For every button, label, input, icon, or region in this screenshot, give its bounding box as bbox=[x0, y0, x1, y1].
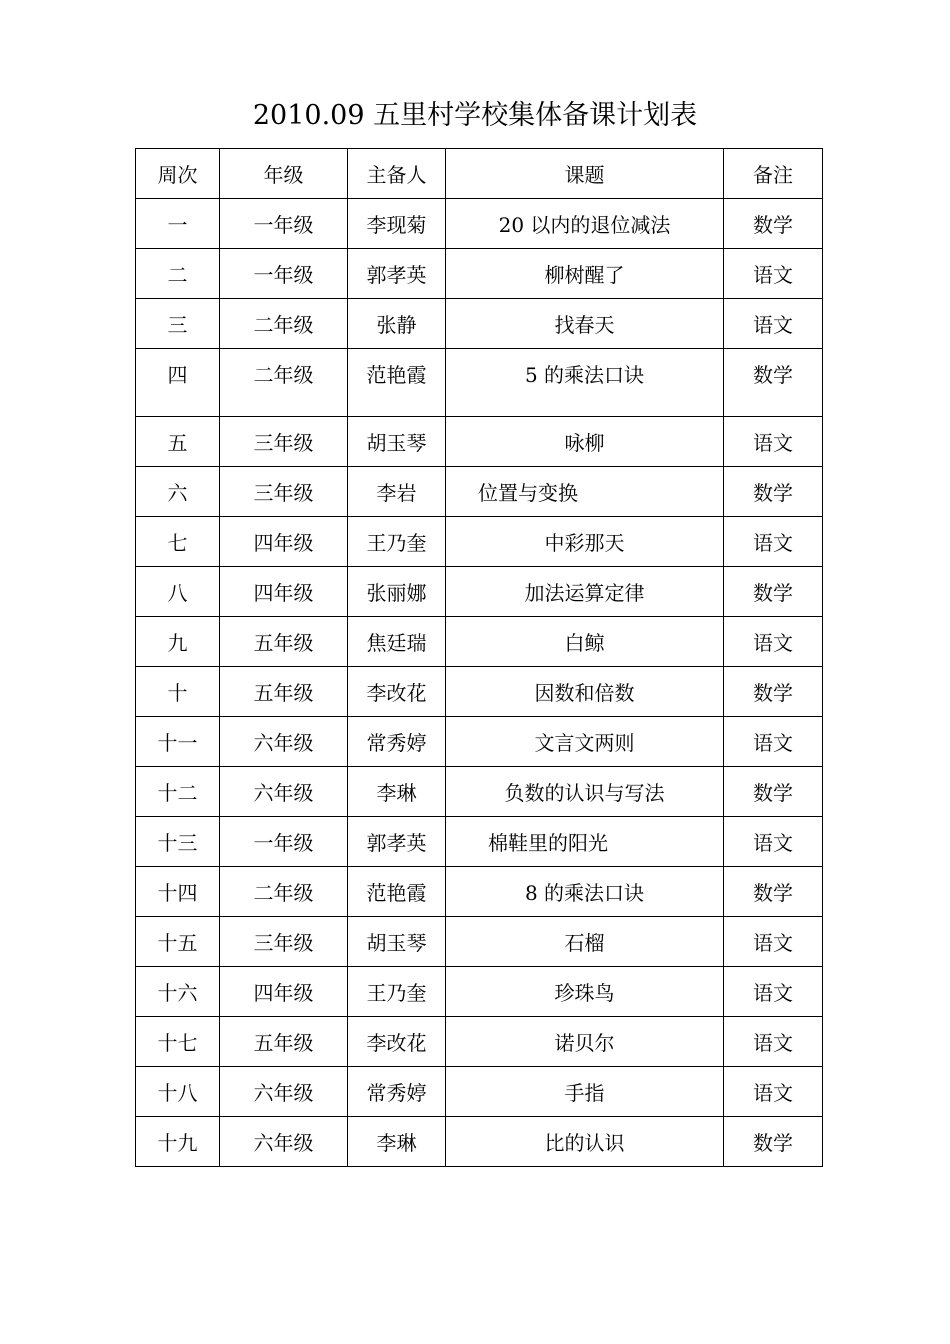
topic-cell: 石榴 bbox=[446, 917, 724, 967]
grade-cell: 四年级 bbox=[220, 967, 348, 1017]
note-cell: 语文 bbox=[724, 299, 823, 349]
header-grade: 年级 bbox=[220, 149, 348, 199]
table-row bbox=[136, 867, 823, 917]
week-cell: 二 bbox=[136, 249, 220, 299]
topic-cell: 找春天 bbox=[446, 299, 724, 349]
grade-cell: 二年级 bbox=[220, 867, 348, 917]
teacher-cell: 李现菊 bbox=[348, 199, 446, 249]
table-row bbox=[136, 717, 823, 767]
grade-cell: 四年级 bbox=[220, 517, 348, 567]
topic-cell: 负数的认识与写法 bbox=[446, 767, 724, 817]
table-row bbox=[136, 917, 823, 967]
topic-cell: 因数和倍数 bbox=[446, 667, 724, 717]
topic-cell: 比的认识 bbox=[446, 1117, 724, 1167]
note-cell: 语文 bbox=[724, 617, 823, 667]
topic-cell: 柳树醒了 bbox=[446, 249, 724, 299]
grade-cell: 六年级 bbox=[220, 717, 348, 767]
topic-cell: 白鲸 bbox=[446, 617, 724, 667]
topic-cell: 文言文两则 bbox=[446, 717, 724, 767]
teacher-cell: 常秀婷 bbox=[348, 1067, 446, 1117]
week-cell: 八 bbox=[136, 567, 220, 617]
teacher-cell: 胡玉琴 bbox=[348, 917, 446, 967]
table-row bbox=[136, 199, 823, 249]
table-row bbox=[136, 567, 823, 617]
topic-cell: 中彩那天 bbox=[446, 517, 724, 567]
table-row bbox=[136, 417, 823, 467]
note-cell: 数学 bbox=[724, 567, 823, 617]
note-cell: 语文 bbox=[724, 1067, 823, 1117]
grade-cell: 五年级 bbox=[220, 667, 348, 717]
week-cell: 十六 bbox=[136, 967, 220, 1017]
teacher-cell: 常秀婷 bbox=[348, 717, 446, 767]
teacher-cell: 范艳霞 bbox=[348, 867, 446, 917]
teacher-cell: 李岩 bbox=[348, 467, 446, 517]
week-cell: 四 bbox=[136, 349, 220, 417]
teacher-cell: 李改花 bbox=[348, 1017, 446, 1067]
table-row bbox=[136, 817, 823, 867]
week-cell: 十 bbox=[136, 667, 220, 717]
table-row bbox=[136, 967, 823, 1017]
teacher-cell: 郭孝英 bbox=[348, 249, 446, 299]
note-cell: 数学 bbox=[724, 467, 823, 517]
week-cell: 三 bbox=[136, 299, 220, 349]
week-cell: 六 bbox=[136, 467, 220, 517]
table-row bbox=[136, 767, 823, 817]
grade-cell: 五年级 bbox=[220, 1017, 348, 1067]
topic-cell: 手指 bbox=[446, 1067, 724, 1117]
table-row bbox=[136, 299, 823, 349]
lesson-plan-table bbox=[135, 148, 823, 1167]
note-cell: 数学 bbox=[724, 199, 823, 249]
note-cell: 数学 bbox=[724, 667, 823, 717]
header-note: 备注 bbox=[724, 149, 823, 199]
note-cell: 语文 bbox=[724, 967, 823, 1017]
header-week: 周次 bbox=[136, 149, 220, 199]
teacher-cell: 李改花 bbox=[348, 667, 446, 717]
grade-cell: 三年级 bbox=[220, 467, 348, 517]
grade-cell: 二年级 bbox=[220, 349, 348, 417]
topic-cell: 棉鞋里的阳光 bbox=[446, 817, 724, 867]
grade-cell: 四年级 bbox=[220, 567, 348, 617]
grade-cell: 一年级 bbox=[220, 817, 348, 867]
table-header-row bbox=[136, 149, 823, 199]
week-cell: 十七 bbox=[136, 1017, 220, 1067]
table-row bbox=[136, 467, 823, 517]
week-cell: 一 bbox=[136, 199, 220, 249]
teacher-cell: 范艳霞 bbox=[348, 349, 446, 417]
header-topic: 课题 bbox=[446, 149, 724, 199]
teacher-cell: 郭孝英 bbox=[348, 817, 446, 867]
note-cell: 数学 bbox=[724, 349, 823, 417]
topic-cell: 珍珠鸟 bbox=[446, 967, 724, 1017]
table-row bbox=[136, 249, 823, 299]
note-cell: 语文 bbox=[724, 717, 823, 767]
week-cell: 九 bbox=[136, 617, 220, 667]
topic-cell: 加法运算定律 bbox=[446, 567, 724, 617]
week-cell: 七 bbox=[136, 517, 220, 567]
note-cell: 语文 bbox=[724, 249, 823, 299]
week-cell: 十五 bbox=[136, 917, 220, 967]
topic-cell: 咏柳 bbox=[446, 417, 724, 467]
table-row bbox=[136, 667, 823, 717]
teacher-cell: 焦廷瑞 bbox=[348, 617, 446, 667]
note-cell: 数学 bbox=[724, 767, 823, 817]
table-row bbox=[136, 617, 823, 667]
topic-cell: 20 以内的退位减法 bbox=[446, 199, 724, 249]
week-cell: 十四 bbox=[136, 867, 220, 917]
page-title: 2010.09 五里村学校集体备课计划表 bbox=[252, 100, 698, 131]
note-cell: 语文 bbox=[724, 817, 823, 867]
grade-cell: 三年级 bbox=[220, 917, 348, 967]
note-cell: 语文 bbox=[724, 417, 823, 467]
week-cell: 十二 bbox=[136, 767, 220, 817]
teacher-cell: 李琳 bbox=[348, 1117, 446, 1167]
grade-cell: 二年级 bbox=[220, 299, 348, 349]
week-cell: 十八 bbox=[136, 1067, 220, 1117]
grade-cell: 六年级 bbox=[220, 1067, 348, 1117]
teacher-cell: 张丽娜 bbox=[348, 567, 446, 617]
teacher-cell: 王乃奎 bbox=[348, 517, 446, 567]
note-cell: 语文 bbox=[724, 917, 823, 967]
topic-cell: 诺贝尔 bbox=[446, 1017, 724, 1067]
grade-cell: 五年级 bbox=[220, 617, 348, 667]
week-cell: 十九 bbox=[136, 1117, 220, 1167]
table-row bbox=[136, 1067, 823, 1117]
week-cell: 五 bbox=[136, 417, 220, 467]
grade-cell: 三年级 bbox=[220, 417, 348, 467]
grade-cell: 六年级 bbox=[220, 1117, 348, 1167]
grade-cell: 六年级 bbox=[220, 767, 348, 817]
grade-cell: 一年级 bbox=[220, 249, 348, 299]
note-cell: 语文 bbox=[724, 517, 823, 567]
grade-cell: 一年级 bbox=[220, 199, 348, 249]
topic-cell: 8 的乘法口诀 bbox=[446, 867, 724, 917]
topic-cell: 5 的乘法口诀 bbox=[446, 349, 724, 417]
note-cell: 数学 bbox=[724, 867, 823, 917]
note-cell: 语文 bbox=[724, 1017, 823, 1067]
table-row bbox=[136, 349, 823, 417]
teacher-cell: 胡玉琴 bbox=[348, 417, 446, 467]
teacher-cell: 张静 bbox=[348, 299, 446, 349]
teacher-cell: 王乃奎 bbox=[348, 967, 446, 1017]
header-teacher: 主备人 bbox=[348, 149, 446, 199]
week-cell: 十三 bbox=[136, 817, 220, 867]
table-row bbox=[136, 1117, 823, 1167]
note-cell: 数学 bbox=[724, 1117, 823, 1167]
table-row bbox=[136, 517, 823, 567]
topic-cell: 位置与变换 bbox=[446, 467, 724, 517]
week-cell: 十一 bbox=[136, 717, 220, 767]
table-row bbox=[136, 1017, 823, 1067]
teacher-cell: 李琳 bbox=[348, 767, 446, 817]
